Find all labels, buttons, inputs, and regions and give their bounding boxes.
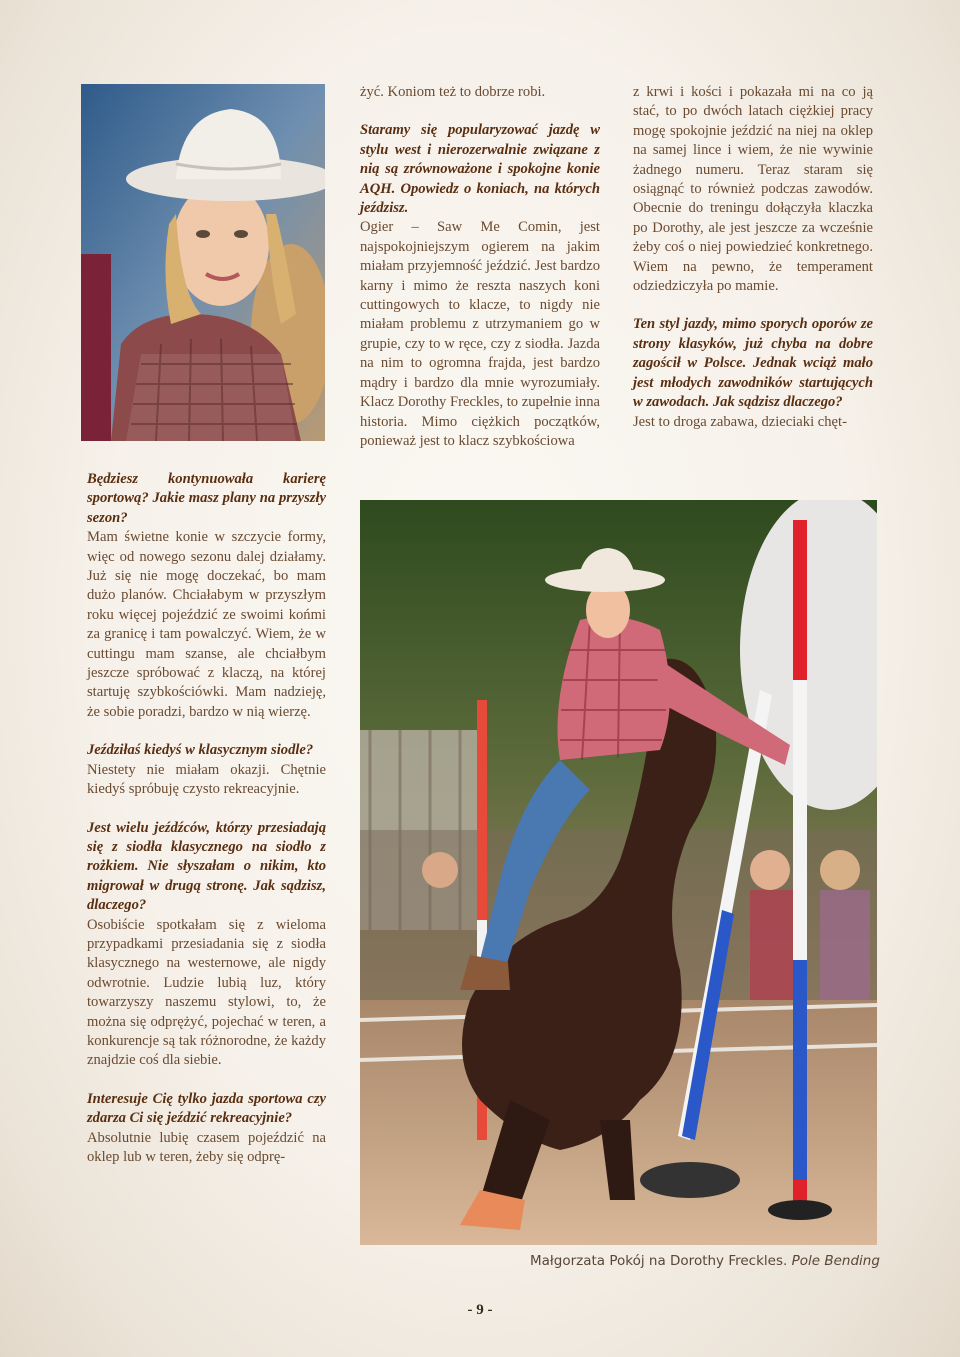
question-young-riders: Ten styl jazdy, mimo sporych oporów ze strony klasyków, już chyba na dobre zagościł w Polsce. Jednak wciąż mało jest młodych zawodników startujących w zawodach. Jak sądzisz dlaczego?	[633, 316, 873, 411]
portrait-photo	[81, 84, 325, 441]
answer-1: Mam świetne konie w szczycie formy, więc od nowego sezonu dalej działamy. Już się nie mogę doczekać, bo mam dużo planów. Chciałabym w przyszłym roku więcej pojeździć ze swoimi końmi za granicę i tam powalczyć. Wiem, że w cuttingu mam szanse, ale chciałbym jeszcze spróbować z klaczą, na której startuję szybkościówki. Mam nadzieję, że sobie poradzi, bardzo w nią wierzę.	[87, 529, 326, 720]
caption-italic: Pole Bending	[791, 1253, 880, 1269]
question-4: Interesuje Cię tylko jazda sportowa czy zdarza Ci się jeździć rekreacyjnie?	[87, 1090, 326, 1127]
question-3: Jest wielu jeźdźców, którzy przesiadają się z siodła klasycznego na siodło z rożkiem. Nie słyszałam o nikim, kto migrował w drugą stronę. Jak sądzisz, dlaczego?	[87, 819, 326, 914]
answer-4: Absolutnie lubię czasem pojeździć na oklep lub w teren, żeby się odprę-	[87, 1129, 326, 1165]
column-left	[87, 470, 326, 1167]
answer-2: Niestety nie miałam okazji. Chętnie kiedyś spróbuję czysto rekreacyjnie.	[87, 761, 326, 798]
answer-horses-continued: z krwi i kości i pokazała mi na co ją stać, to po dwóch latach ciężkiej pracy mogę spokojnie jeździć na niej na oklep na samej lince i wiem, że nie wywinie żadnego numeru. Teraz staram się osiągnąć to również podczas zawodów. Obecnie do treningu dołączyła klaczka po Dorothy, ale jest jeszcze za wcześnie żeby coś o niej powiedzieć konkretnego. Wiem na pewno, że temperament odziedziczyła po mamie.	[633, 84, 873, 295]
column-right	[633, 83, 873, 432]
photo-caption	[530, 1253, 880, 1269]
continued-text: żyć. Koniom też to dobrze robi.	[360, 84, 546, 100]
question-horses: Staramy się popularyzować jazdę w stylu west i nierozerwalnie związane z nią są zrównoważone i spokojne konie AQH. Opowiedz o koniach, na których jeździsz.	[360, 122, 600, 217]
caption-text: Małgorzata Pokój na Dorothy Freckles.	[530, 1253, 792, 1269]
question-2: Jeździłaś kiedyś w klasycznym siodle?	[87, 742, 314, 759]
pole-bending-photo	[360, 500, 877, 1245]
answer-horses: Ogier – Saw Me Comin, jest najspokojniejszym ogierem na jakim miałam przyjemność jeździć. Jest bardzo karny i mimo że reszta naszych koni cuttingowych to klacze, to nigdy nie miałam problemu z utrzymaniem go w grupie, czy to w ręce, czy z siodła. Jazda na nim to ogromna frajda, jest bardzo mądry i bardzo dla mnie wyrozumiały. Klacz Dorothy Freckles, to zupełnie inna historia. Mimo ciężkich początków, ponieważ jest to klacz szybkościowa	[360, 219, 600, 449]
answer-3: Osobiście spotkałam się z wieloma przypadkami przesiadania się z siodła klasycznego na westernowe, ale nigdy odwrotnie. Ludzie lubią luz, który towarzyszy naszemu stylowi, to, że można się odprężyć, pojechać w teren, a konkurencje są tak różnorodne, że każdy znajdzie coś dla siebie.	[87, 916, 326, 1069]
question-1: Będziesz kontynuowała karierę sportową? Jakie masz plany na przyszły sezon?	[87, 471, 326, 526]
answer-young-riders: Jest to droga zabawa, dzieciaki chęt-	[633, 413, 847, 430]
column-middle	[360, 83, 600, 451]
page-number: - 9 -	[467, 1302, 493, 1318]
